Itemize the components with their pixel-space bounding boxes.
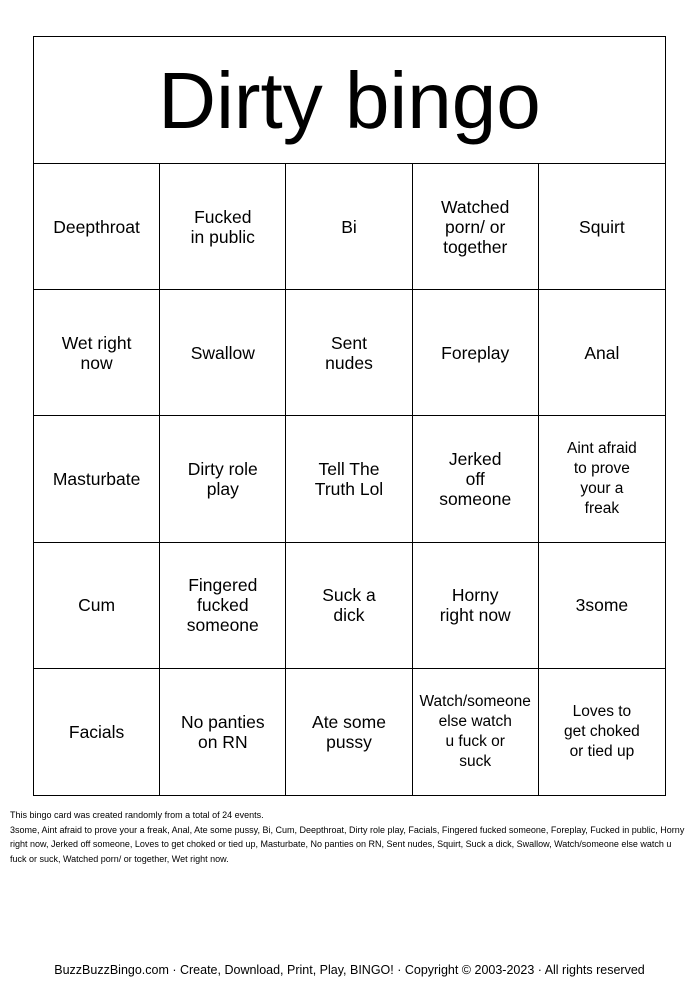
- bingo-cell-text: Tell The Truth Lol: [314, 458, 384, 499]
- bingo-cell-3-5: [539, 416, 665, 542]
- bingo-cell-text: Dirty role play: [187, 458, 258, 499]
- bingo-cell-4-5: [539, 543, 665, 669]
- card-title: Dirty bingo: [158, 56, 541, 145]
- bingo-cell-5-5: [539, 669, 665, 795]
- card-notes: [10, 808, 690, 866]
- bingo-cell-1-3: [286, 164, 412, 290]
- bingo-cell-3-4: [413, 416, 539, 542]
- bingo-cell-5-2: [160, 669, 286, 795]
- bingo-cell-1-2: [160, 164, 286, 290]
- notes-intro: This bingo card was created randomly from a total of 24 events.: [10, 810, 264, 820]
- bingo-cell-text: Squirt: [579, 216, 625, 237]
- footer: BuzzBuzzBingo.com · Create, Download, Print, Play, BINGO! · Copyright © 2003-2023 · All rights reserved: [54, 963, 645, 977]
- bingo-grid: [34, 164, 665, 795]
- bingo-cell-text: Anal: [584, 342, 620, 363]
- bingo-cell-text: Loves to get choked or tied up: [563, 702, 640, 760]
- bingo-cell-4-3: [286, 543, 412, 669]
- notes-events: 3some, Aint afraid to prove your a freak, Anal, Ate some pussy, Bi, Cum, Deepthroat, Dirty role play, Facials, Fingered fucked someone, Foreplay, Fucked in public, Horny right now, Jerked off someone, Loves to get choked or tied up, Masturbate, No panties on RN, Sent nudes, Squirt, Suck a dick, Swallow, Watch/someone else watch u fuck or suck, Watched porn/ or together, Wet right now.: [10, 824, 685, 864]
- bingo-cell-text: Suck a dick: [322, 585, 376, 626]
- bingo-cell-2-3: [286, 290, 412, 416]
- bingo-cell-text: No panties on RN: [180, 711, 265, 752]
- bingo-cell-2-4: [413, 290, 539, 416]
- bingo-cell-5-3: [286, 669, 412, 795]
- bingo-cell-3-2: [160, 416, 286, 542]
- bingo-cell-text: Sent nudes: [325, 332, 373, 373]
- title-row: [34, 37, 665, 164]
- bingo-cell-2-1: [34, 290, 160, 416]
- bingo-cell-4-1: [34, 543, 160, 669]
- bingo-cell-2-5: [539, 290, 665, 416]
- bingo-cell-3-1: [34, 416, 160, 542]
- bingo-card: [33, 36, 666, 796]
- bingo-cell-text: Ate some pussy: [312, 711, 386, 752]
- bingo-cell-1-5: [539, 164, 665, 290]
- bingo-cell-text: Fingered fucked someone: [186, 575, 259, 636]
- bingo-cell-text: Fucked in public: [190, 206, 255, 247]
- bingo-cell-5-1: [34, 669, 160, 795]
- bingo-cell-text: Jerked off someone: [439, 448, 512, 509]
- bingo-cell-text: Foreplay: [441, 342, 510, 363]
- bingo-cell-text: Bi: [341, 216, 357, 237]
- bingo-cell-text: 3some: [575, 595, 629, 616]
- bingo-cell-text: Masturbate: [52, 468, 141, 489]
- bingo-cell-5-4: [413, 669, 539, 795]
- bingo-cell-2-2: [160, 290, 286, 416]
- bingo-cell-text: Cum: [78, 595, 116, 616]
- bingo-cell-text: Deepthroat: [53, 216, 140, 237]
- bingo-cell-1-4: [413, 164, 539, 290]
- bingo-cell-text: Horny right now: [439, 585, 511, 626]
- bingo-cell-text: Facials: [68, 721, 125, 742]
- bingo-cell-3-3: [286, 416, 412, 542]
- bingo-cell-1-1: [34, 164, 160, 290]
- bingo-cell-text: Watch/someone else watch u fuck or suck: [419, 692, 531, 770]
- bingo-cell-text: Wet right now: [61, 332, 132, 373]
- bingo-cell-4-2: [160, 543, 286, 669]
- bingo-cell-text: Aint afraid to prove your a freak: [566, 439, 637, 517]
- bingo-cell-text: Watched porn/ or together: [440, 196, 510, 257]
- bingo-cell-4-4: [413, 543, 539, 669]
- bingo-cell-text: Swallow: [190, 342, 255, 363]
